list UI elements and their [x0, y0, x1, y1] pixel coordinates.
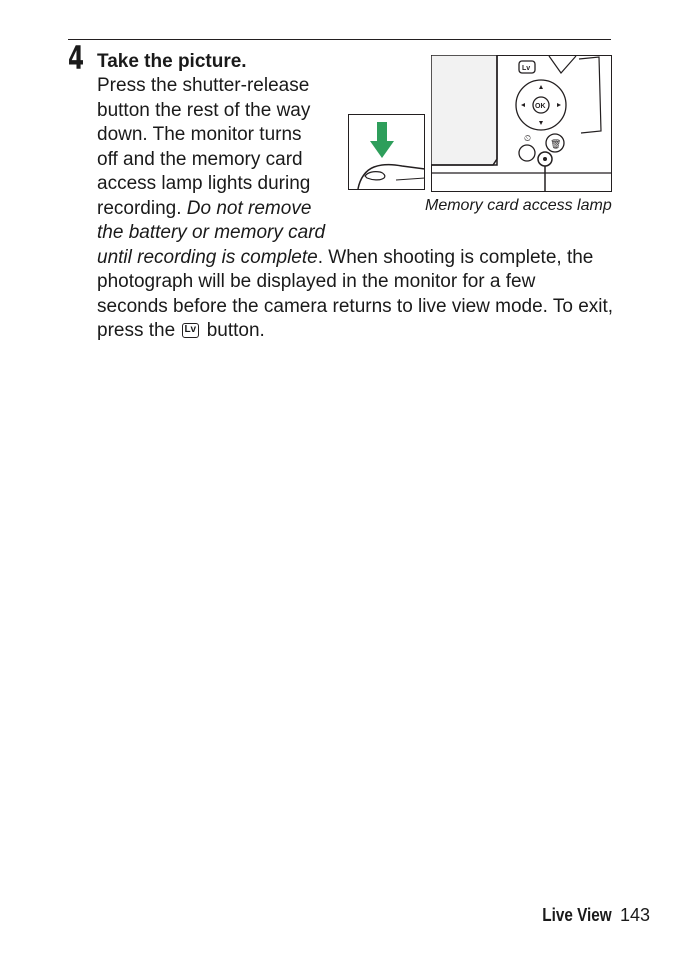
body-line: seconds before the camera returns to live view mode. To exit,: [97, 296, 614, 317]
step-title: Take the picture.: [97, 51, 247, 72]
svg-text:⏲: ⏲: [524, 134, 532, 144]
warning-text: the battery or memory card: [97, 222, 326, 243]
body-line: [97, 246, 593, 270]
page-footer: [530, 905, 650, 926]
page-number: 143: [619, 905, 650, 925]
body-line: access lamp lights during: [97, 173, 311, 194]
warning-text: until recording is complete: [97, 247, 318, 268]
figure-caption: Memory card access lamp: [425, 197, 612, 214]
body-text: . When shooting is complete, the: [317, 247, 594, 268]
camera-back-icon: [431, 55, 612, 192]
body-line: button the rest of the way: [97, 100, 311, 121]
svg-text:OK: OK: [535, 103, 546, 110]
svg-text:Lv: Lv: [522, 65, 531, 72]
body-text: button.: [201, 320, 265, 341]
step-number: 4: [68, 39, 85, 77]
body-line: [97, 319, 265, 343]
section-name: Live View: [542, 905, 612, 925]
body-line: off and the memory card: [97, 149, 303, 170]
body-line: [97, 197, 311, 221]
top-rule: [68, 39, 611, 40]
body-line: down. The monitor turns: [97, 124, 302, 145]
live-view-button-icon: [182, 323, 199, 338]
body-line: photograph will be displayed in the monitor for a few: [97, 271, 536, 292]
warning-text: Do not remove: [186, 198, 312, 219]
shutter-press-icon: [348, 114, 425, 190]
body-text: recording.: [97, 198, 187, 219]
body-line: Press the shutter-release: [97, 75, 310, 96]
body-text: press the: [97, 320, 181, 341]
svg-text:🗑: 🗑: [550, 140, 562, 150]
